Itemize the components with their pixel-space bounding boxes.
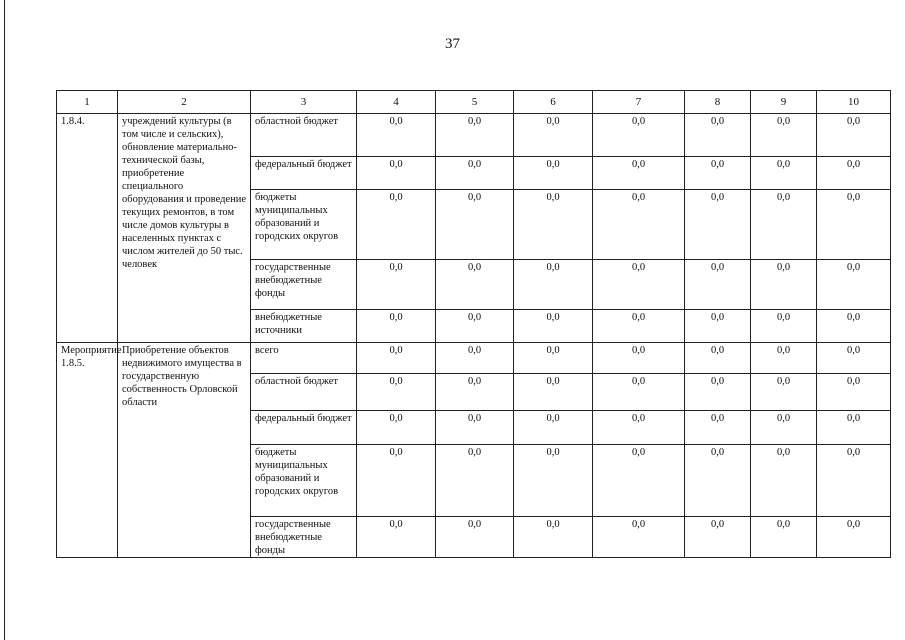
funding-source-cell: внебюджетные источники xyxy=(251,310,357,343)
value-cell: 0,0 xyxy=(751,411,817,445)
value-cell: 0,0 xyxy=(357,517,436,558)
funding-source-cell: государственные внебюджетные фонды xyxy=(251,517,357,558)
value-cell: 0,0 xyxy=(817,517,891,558)
value-cell: 0,0 xyxy=(593,343,685,374)
value-cell: 0,0 xyxy=(436,260,514,310)
value-cell: 0,0 xyxy=(817,114,891,157)
value-cell: 0,0 xyxy=(436,517,514,558)
value-cell: 0,0 xyxy=(685,411,751,445)
value-cell: 0,0 xyxy=(436,374,514,411)
measure-code-cell: 1.8.4. xyxy=(57,114,118,343)
value-cell: 0,0 xyxy=(514,374,593,411)
value-cell: 0,0 xyxy=(817,343,891,374)
value-cell: 0,0 xyxy=(436,114,514,157)
value-cell: 0,0 xyxy=(357,411,436,445)
value-cell: 0,0 xyxy=(436,411,514,445)
column-header: 1 xyxy=(57,91,118,114)
column-header: 4 xyxy=(357,91,436,114)
value-cell: 0,0 xyxy=(751,190,817,260)
value-cell: 0,0 xyxy=(685,157,751,190)
value-cell: 0,0 xyxy=(593,260,685,310)
value-cell: 0,0 xyxy=(593,411,685,445)
value-cell: 0,0 xyxy=(817,310,891,343)
value-cell: 0,0 xyxy=(685,517,751,558)
funding-source-cell: бюджеты муниципальных образований и городских округов xyxy=(251,445,357,517)
table-row xyxy=(57,114,891,157)
value-cell: 0,0 xyxy=(357,374,436,411)
value-cell: 0,0 xyxy=(357,310,436,343)
value-cell: 0,0 xyxy=(357,260,436,310)
column-header: 3 xyxy=(251,91,357,114)
measure-code-cell: Мероприятие 1.8.5. xyxy=(57,343,118,558)
value-cell: 0,0 xyxy=(593,310,685,343)
column-header: 7 xyxy=(593,91,685,114)
value-cell: 0,0 xyxy=(751,114,817,157)
value-cell: 0,0 xyxy=(685,445,751,517)
value-cell: 0,0 xyxy=(593,374,685,411)
value-cell: 0,0 xyxy=(514,260,593,310)
value-cell: 0,0 xyxy=(593,114,685,157)
value-cell: 0,0 xyxy=(751,343,817,374)
value-cell: 0,0 xyxy=(357,190,436,260)
value-cell: 0,0 xyxy=(817,445,891,517)
value-cell: 0,0 xyxy=(436,190,514,260)
value-cell: 0,0 xyxy=(593,445,685,517)
funding-source-cell: федеральный бюджет xyxy=(251,157,357,190)
value-cell: 0,0 xyxy=(817,374,891,411)
column-header: 2 xyxy=(118,91,251,114)
value-cell: 0,0 xyxy=(817,411,891,445)
funding-source-cell: всего xyxy=(251,343,357,374)
value-cell: 0,0 xyxy=(751,517,817,558)
value-cell: 0,0 xyxy=(514,411,593,445)
value-cell: 0,0 xyxy=(685,310,751,343)
funding-source-cell: бюджеты муниципальных образований и городских округов xyxy=(251,190,357,260)
value-cell: 0,0 xyxy=(436,157,514,190)
value-cell: 0,0 xyxy=(685,114,751,157)
page-left-border xyxy=(4,0,5,640)
measure-description-cell: учреждений культуры (в том числе и сельских), обновление материально-технической базы, приобретение специального оборудования и проведение текущих ремонтов, в том числе домов культуры в населенных пунктах с числом жителей до 50 тыс. человек xyxy=(118,114,251,343)
value-cell: 0,0 xyxy=(436,343,514,374)
value-cell: 0,0 xyxy=(817,157,891,190)
funding-source-cell: государственные внебюджетные фонды xyxy=(251,260,357,310)
value-cell: 0,0 xyxy=(436,310,514,343)
value-cell: 0,0 xyxy=(685,343,751,374)
page-number: 37 xyxy=(445,36,460,52)
funding-source-cell: областной бюджет xyxy=(251,114,357,157)
value-cell: 0,0 xyxy=(514,310,593,343)
budget-table xyxy=(56,90,891,558)
column-header: 5 xyxy=(436,91,514,114)
value-cell: 0,0 xyxy=(436,445,514,517)
value-cell: 0,0 xyxy=(751,374,817,411)
value-cell: 0,0 xyxy=(514,157,593,190)
value-cell: 0,0 xyxy=(593,190,685,260)
value-cell: 0,0 xyxy=(685,190,751,260)
column-header: 8 xyxy=(685,91,751,114)
value-cell: 0,0 xyxy=(685,260,751,310)
value-cell: 0,0 xyxy=(593,157,685,190)
value-cell: 0,0 xyxy=(514,114,593,157)
value-cell: 0,0 xyxy=(357,343,436,374)
column-header: 9 xyxy=(751,91,817,114)
value-cell: 0,0 xyxy=(817,260,891,310)
value-cell: 0,0 xyxy=(593,517,685,558)
value-cell: 0,0 xyxy=(514,190,593,260)
value-cell: 0,0 xyxy=(751,157,817,190)
value-cell: 0,0 xyxy=(685,374,751,411)
funding-source-cell: федеральный бюджет xyxy=(251,411,357,445)
table-row xyxy=(57,343,891,374)
value-cell: 0,0 xyxy=(357,445,436,517)
value-cell: 0,0 xyxy=(751,260,817,310)
value-cell: 0,0 xyxy=(514,517,593,558)
column-number-header-row xyxy=(57,91,891,114)
funding-source-cell: областной бюджет xyxy=(251,374,357,411)
value-cell: 0,0 xyxy=(514,445,593,517)
measure-description-cell: Приобретение объектов недвижимого имущества в государственную собственность Орловской области xyxy=(118,343,251,558)
value-cell: 0,0 xyxy=(751,310,817,343)
column-header: 6 xyxy=(514,91,593,114)
value-cell: 0,0 xyxy=(751,445,817,517)
value-cell: 0,0 xyxy=(357,114,436,157)
column-header: 10 xyxy=(817,91,891,114)
value-cell: 0,0 xyxy=(817,190,891,260)
value-cell: 0,0 xyxy=(357,157,436,190)
value-cell: 0,0 xyxy=(514,343,593,374)
